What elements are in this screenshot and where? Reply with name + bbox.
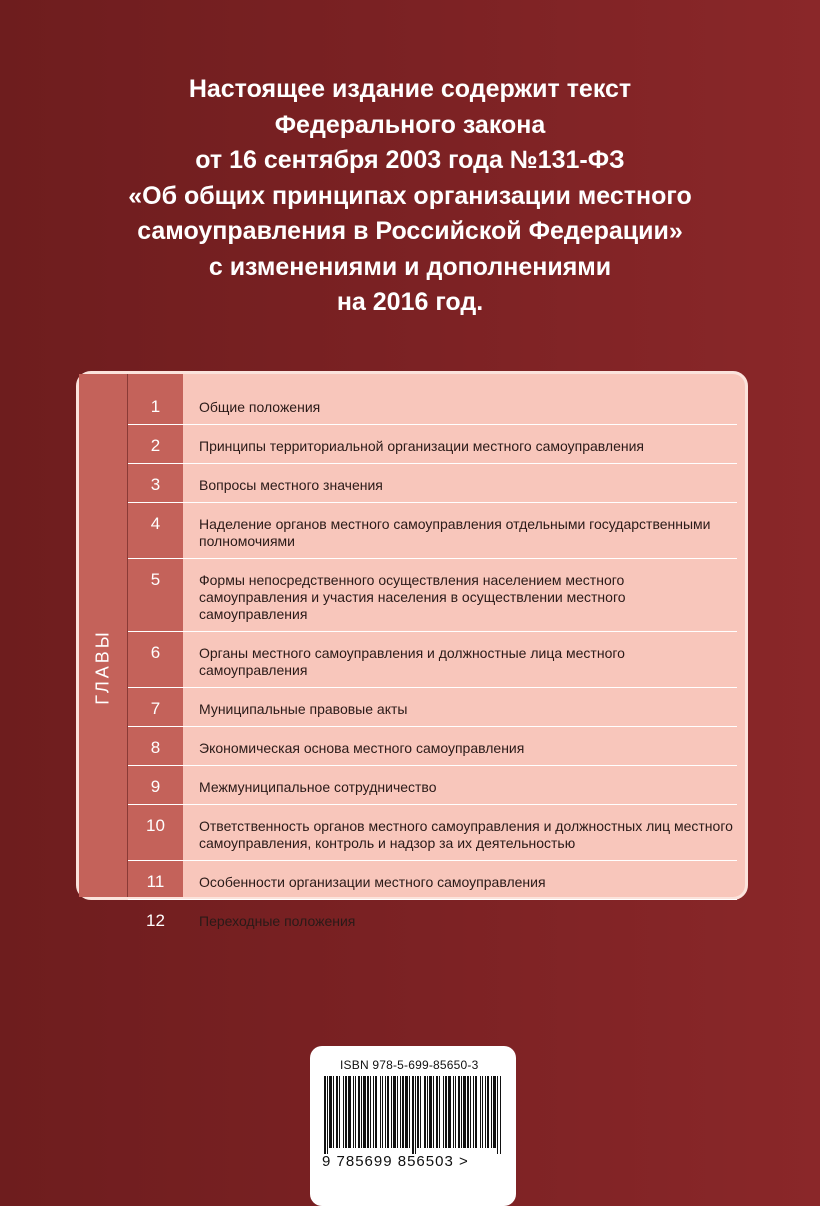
- barcode-bar: [345, 1076, 347, 1148]
- barcode: [324, 1076, 504, 1154]
- barcode-bar: [453, 1076, 454, 1148]
- chapter-row: [128, 386, 745, 425]
- barcode-bar: [436, 1076, 438, 1148]
- barcode-bar: [482, 1076, 483, 1148]
- chapter-row: [128, 559, 745, 632]
- chapter-number: 11: [146, 872, 165, 891]
- chapters-side-label: ГЛАВЫ: [92, 629, 113, 705]
- barcode-bar: [475, 1076, 477, 1148]
- intro-line: на 2016 год.: [336, 288, 484, 316]
- chapter-title: Межмуниципальное сотрудничество: [199, 779, 437, 795]
- barcode-bar: [500, 1076, 501, 1154]
- ean-digits: 9 785699 856503 >: [322, 1153, 469, 1170]
- intro-line: самоуправления в Российской Федерации»: [137, 217, 683, 245]
- barcode-bar: [382, 1076, 383, 1148]
- barcode-bar: [467, 1076, 469, 1148]
- barcode-bar: [402, 1076, 404, 1148]
- isbn-sticker: [310, 1046, 516, 1206]
- barcode-bar: [417, 1076, 419, 1148]
- barcode-bar: [405, 1076, 408, 1148]
- chapters-table: [76, 371, 748, 930]
- chapter-row: [128, 425, 745, 464]
- chapter-row: [128, 727, 745, 766]
- isbn-label: ISBN 978-5-699-85650-3: [340, 1058, 479, 1072]
- barcode-bar: [445, 1076, 447, 1148]
- barcode-bar: [427, 1076, 428, 1148]
- barcode-bar: [393, 1076, 396, 1148]
- chapter-number: 9: [150, 777, 161, 796]
- barcode-bar: [491, 1076, 492, 1148]
- barcode-bar: [373, 1076, 374, 1148]
- barcode-bar: [375, 1076, 377, 1148]
- chapter-number: 5: [150, 570, 161, 589]
- barcode-bar: [385, 1076, 386, 1148]
- chapter-row: [128, 632, 745, 688]
- barcode-bar: [353, 1076, 354, 1148]
- chapter-title: Ответственность органов местного самоуправления и должностных лиц местного самоуправления, контроль и надзор за их деятельностью: [199, 818, 733, 851]
- barcode-bar: [387, 1076, 389, 1148]
- chapter-title: Переходные положения: [199, 913, 356, 929]
- barcode-bar: [415, 1076, 416, 1154]
- chapter-number: 8: [150, 738, 161, 757]
- chapter-row: [128, 688, 745, 727]
- barcode-bar: [458, 1076, 460, 1148]
- chapter-title: Вопросы местного значения: [199, 477, 383, 493]
- barcode-bar: [455, 1076, 456, 1148]
- chapter-title: Органы местного самоуправления и должностные лица местного самоуправления: [199, 645, 625, 678]
- barcode-bar: [397, 1076, 398, 1148]
- barcode-bar: [380, 1076, 381, 1148]
- chapter-row: [128, 861, 745, 900]
- barcode-bar: [412, 1076, 414, 1154]
- barcode-bar: [497, 1076, 498, 1154]
- barcode-bar: [333, 1076, 334, 1148]
- barcode-bar: [463, 1076, 466, 1148]
- barcode-bar: [336, 1076, 338, 1148]
- intro-line: «Об общих принципах организации местного: [128, 181, 692, 210]
- barcode-bar: [433, 1076, 434, 1148]
- barcode-bar: [473, 1076, 474, 1148]
- chapter-title: Формы непосредственного осуществления населением местного самоуправления и участия населения в осуществлении местного самоуправления: [199, 572, 626, 622]
- barcode-bar: [370, 1076, 371, 1148]
- intro-line: от 16 сентября 2003 года №131-ФЗ: [195, 146, 625, 174]
- chapter-number: 3: [150, 475, 161, 494]
- barcode-bar: [363, 1076, 366, 1148]
- chapter-title: Наделение органов местного самоуправления отдельными государственными полномочиями: [199, 516, 711, 549]
- chapter-title: Особенности организации местного самоуправления: [199, 874, 546, 890]
- barcode-bar: [487, 1076, 489, 1148]
- barcode-bar: [429, 1076, 432, 1148]
- barcode-bar: [329, 1076, 332, 1148]
- chapter-number: 4: [150, 514, 161, 533]
- chapter-title: Муниципальные правовые акты: [199, 701, 408, 717]
- chapter-number: 12: [146, 911, 165, 930]
- chapters-rail: [79, 374, 127, 897]
- intro-line: Федерального закона: [274, 110, 546, 139]
- chapter-number: 2: [150, 436, 161, 455]
- barcode-bar: [391, 1076, 392, 1148]
- chapter-row: [128, 900, 745, 939]
- chapter-title: Принципы территориальной организации местного самоуправления: [199, 438, 645, 454]
- barcode-bar: [409, 1076, 410, 1148]
- chapter-title: Экономическая основа местного самоуправления: [199, 740, 525, 756]
- chapter-row: [128, 503, 745, 559]
- chapter-number: 6: [150, 643, 161, 662]
- chapter-number: 1: [150, 397, 161, 416]
- chapter-number: 10: [146, 816, 165, 835]
- barcode-bar: [367, 1076, 369, 1148]
- intro-line: Настоящее издание содержит текст: [188, 75, 632, 103]
- barcode-bar: [439, 1076, 440, 1148]
- intro-text: [40, 72, 780, 321]
- chapters-list: [128, 386, 745, 939]
- barcode-bar: [327, 1076, 328, 1154]
- barcode-bar: [420, 1076, 421, 1148]
- barcode-bar: [448, 1076, 451, 1148]
- intro-line: с изменениями и дополнениями: [208, 252, 612, 281]
- barcode-bar: [361, 1076, 362, 1148]
- chapter-row: [128, 766, 745, 805]
- barcode-bar: [400, 1076, 401, 1148]
- barcode-bar: [493, 1076, 496, 1148]
- barcode-bar: [355, 1076, 356, 1148]
- barcode-bar: [339, 1076, 340, 1148]
- barcode-bar: [443, 1076, 444, 1148]
- barcode-bar: [324, 1076, 326, 1154]
- chapter-row: [128, 805, 745, 861]
- chapter-row: [128, 464, 745, 503]
- barcode-bar: [358, 1076, 360, 1148]
- barcode-bar: [470, 1076, 471, 1148]
- chapter-number: 7: [150, 699, 161, 718]
- chapter-title: Общие положения: [199, 399, 321, 415]
- barcode-bar: [461, 1076, 462, 1148]
- barcode-bar: [348, 1076, 351, 1148]
- barcode-bar: [343, 1076, 344, 1148]
- barcode-bar: [480, 1076, 481, 1148]
- barcode-bar: [424, 1076, 426, 1148]
- barcode-bar: [485, 1076, 486, 1148]
